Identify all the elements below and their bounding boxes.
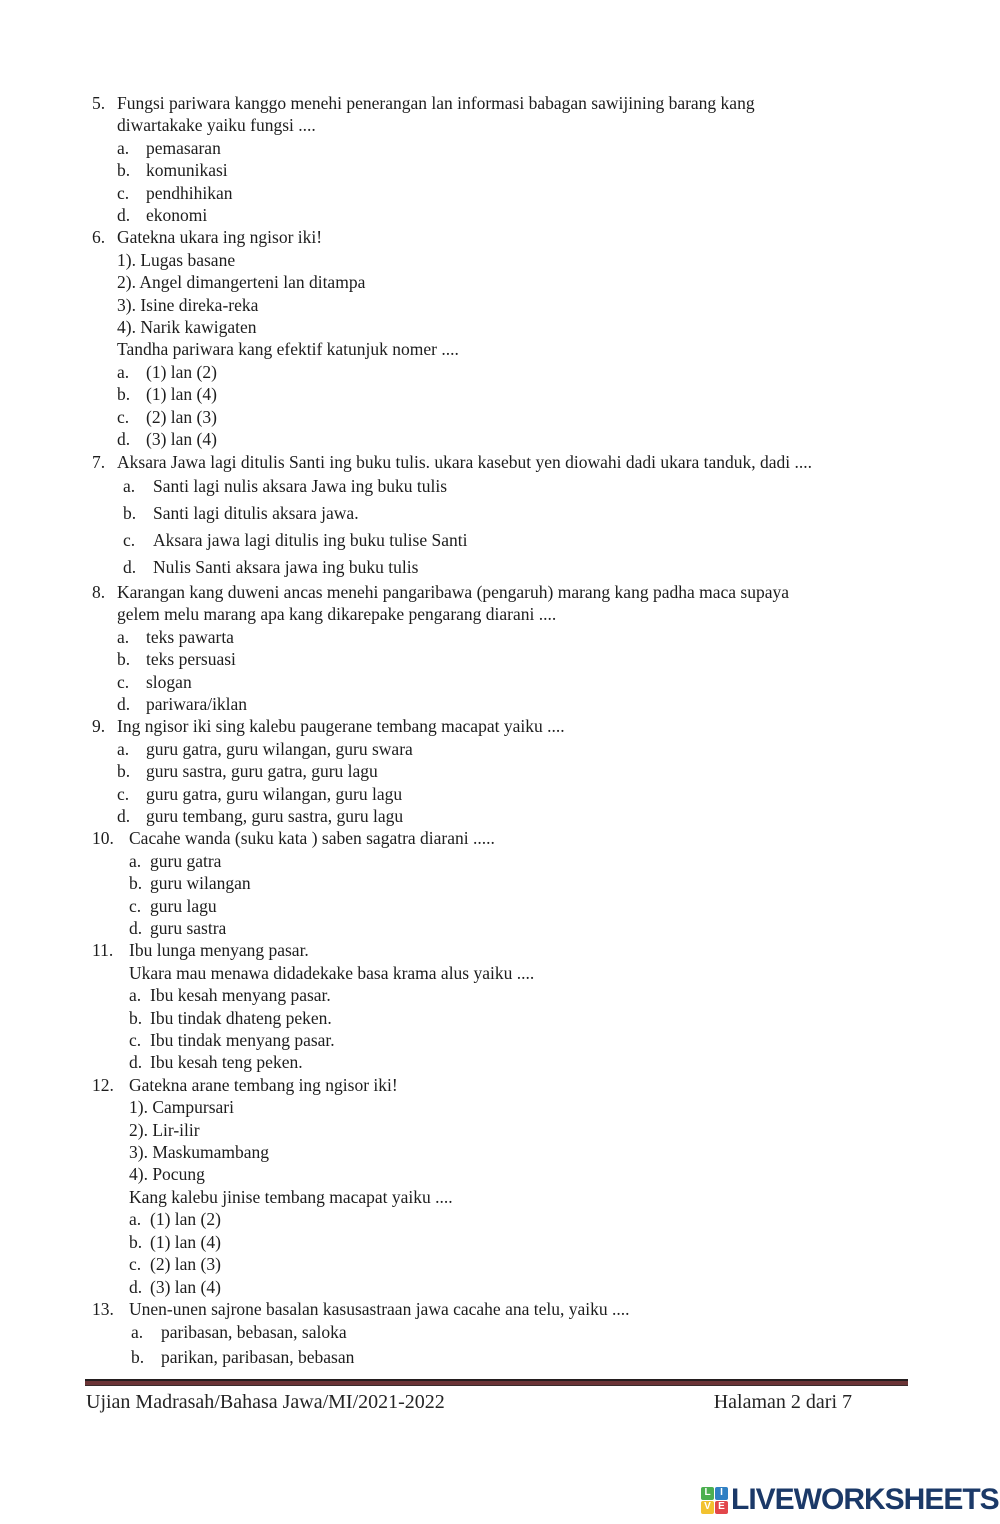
option-letter: a. xyxy=(117,738,130,759)
question-5 xyxy=(92,92,914,226)
option-text: guru gatra, guru wilangan, guru swara xyxy=(146,738,413,759)
option-letter: b. xyxy=(129,1231,143,1252)
question-number: 9. xyxy=(92,716,106,737)
question-10 xyxy=(92,827,914,939)
option-d[interactable] xyxy=(129,1051,914,1073)
option-text: (1) lan (4) xyxy=(146,384,217,405)
option-text: parikan, paribasan, bebasan xyxy=(161,1347,355,1368)
question-list-item: 2). Angel dimangerteni lan ditampa xyxy=(117,272,366,293)
option-c[interactable] xyxy=(117,671,914,693)
option-text: guru sastra xyxy=(150,918,227,938)
footer-page-number: Halaman 2 dari 7 xyxy=(713,1391,852,1413)
question-list-item: 3). Maskumambang xyxy=(129,1142,269,1163)
option-a[interactable] xyxy=(117,137,914,159)
question-number: 13. xyxy=(92,1298,114,1319)
option-a[interactable] xyxy=(123,473,914,500)
question-number: 12. xyxy=(92,1074,114,1095)
option-letter: c. xyxy=(129,1030,142,1051)
option-letter: d. xyxy=(117,205,131,226)
option-text: pariwara/iklan xyxy=(146,693,248,714)
option-letter: d. xyxy=(129,918,143,938)
option-text: teks persuasi xyxy=(146,649,236,670)
option-b[interactable] xyxy=(129,872,914,894)
option-letter: a. xyxy=(129,1209,142,1230)
option-text: guru gatra xyxy=(150,850,222,871)
page-footer xyxy=(86,1391,912,1417)
question-8 xyxy=(92,581,914,715)
option-letter: a. xyxy=(129,850,142,871)
question-text: gelem melu marang apa kang dikarepake pengarang diarani .... xyxy=(117,604,557,625)
option-text: (1) lan (2) xyxy=(150,1209,221,1230)
liveworksheets-logo[interactable] xyxy=(701,1485,999,1515)
option-text: guru lagu xyxy=(150,895,217,916)
option-text: Ibu kesah menyang pasar. xyxy=(150,985,331,1006)
question-body xyxy=(129,1298,914,1370)
option-a[interactable] xyxy=(117,738,914,760)
question-text: Gatekna arane tembang ing ngisor iki! xyxy=(129,1074,398,1095)
option-text: slogan xyxy=(146,671,192,692)
question-text: Ing ngisor iki sing kalebu paugerane tembang macapat yaiku .... xyxy=(117,716,565,737)
option-letter: b. xyxy=(117,160,131,181)
option-text: (2) lan (3) xyxy=(146,406,217,427)
option-text: guru sastra, guru gatra, guru lagu xyxy=(146,761,378,782)
question-11 xyxy=(92,939,914,1073)
option-a[interactable] xyxy=(131,1320,914,1345)
option-text: (1) lan (2) xyxy=(146,361,217,382)
option-letter: c. xyxy=(117,406,130,427)
option-b[interactable] xyxy=(129,1231,914,1253)
option-letter: a. xyxy=(129,985,142,1006)
option-text: (1) lan (4) xyxy=(150,1231,221,1252)
option-d[interactable] xyxy=(117,805,914,827)
question-list-item: 4). Narik kawigaten xyxy=(117,317,257,338)
option-text: Ibu tindak menyang pasar. xyxy=(150,1030,335,1051)
option-d[interactable] xyxy=(117,693,914,715)
question-text: Tandha pariwara kang efektif katunjuk nomer .... xyxy=(117,339,459,360)
option-letter: c. xyxy=(123,529,136,550)
option-letter: a. xyxy=(117,137,130,158)
question-number: 6. xyxy=(92,227,106,248)
option-b[interactable] xyxy=(131,1345,914,1370)
question-body xyxy=(117,581,914,715)
question-text: Gatekna ukara ing ngisor iki! xyxy=(117,227,323,248)
option-letter: c. xyxy=(117,783,130,804)
question-7 xyxy=(92,451,914,581)
option-letter: d. xyxy=(123,556,137,577)
option-letter: b. xyxy=(123,502,137,523)
option-letter: c. xyxy=(117,182,130,203)
question-list-item: 4). Pocung xyxy=(129,1164,205,1185)
option-b[interactable] xyxy=(117,648,914,670)
option-text: (3) lan (4) xyxy=(146,429,217,450)
logo-tile-i: I xyxy=(715,1487,728,1500)
option-text: guru tembang, guru sastra, guru lagu xyxy=(146,805,404,826)
option-a[interactable] xyxy=(129,850,914,872)
option-b[interactable] xyxy=(117,383,914,405)
option-text: (2) lan (3) xyxy=(150,1254,221,1275)
logo-tile-e: E xyxy=(715,1501,728,1514)
question-body xyxy=(129,1074,914,1298)
option-b[interactable] xyxy=(129,1007,914,1029)
option-text: pendhihikan xyxy=(146,182,233,203)
option-d[interactable] xyxy=(123,554,914,581)
option-letter: d. xyxy=(117,429,131,450)
question-body xyxy=(117,92,914,226)
option-text: Santi lagi ditulis aksara jawa. xyxy=(153,502,359,523)
question-body xyxy=(129,939,914,1073)
option-c[interactable] xyxy=(123,527,914,554)
question-text: Aksara Jawa lagi ditulis Santi ing buku tulis. ukara kasebut yen diowahi dadi ukara tanduk, dadi .... xyxy=(117,451,812,472)
option-a[interactable] xyxy=(129,1208,914,1230)
option-letter: d. xyxy=(129,1052,143,1073)
footer-exam-info: Ujian Madrasah/Bahasa Jawa/MI/2021-2022 xyxy=(86,1391,445,1413)
option-a[interactable] xyxy=(117,626,914,648)
questions-list xyxy=(92,92,914,1370)
option-letter: b. xyxy=(117,761,131,782)
option-text: Nulis Santi aksara jawa ing buku tulis xyxy=(153,556,419,577)
option-text: paribasan, bebasan, saloka xyxy=(161,1322,347,1343)
option-c[interactable] xyxy=(117,182,914,204)
option-text: Ibu kesah teng peken. xyxy=(150,1052,303,1073)
question-list-item: 3). Isine direka-reka xyxy=(117,294,259,315)
option-c[interactable] xyxy=(117,406,914,428)
option-letter: a. xyxy=(123,475,136,496)
option-letter: b. xyxy=(131,1347,145,1368)
question-text: Ukara mau menawa didadekake basa krama alus yaiku .... xyxy=(129,962,535,983)
question-12 xyxy=(92,1074,914,1298)
option-b[interactable] xyxy=(123,500,914,527)
option-text: guru gatra, guru wilangan, guru lagu xyxy=(146,783,403,804)
question-body xyxy=(117,226,914,450)
question-list-item: 1). Campursari xyxy=(129,1097,234,1118)
option-a[interactable] xyxy=(129,984,914,1006)
option-text: Santi lagi nulis aksara Jawa ing buku tulis xyxy=(153,475,448,496)
option-d[interactable] xyxy=(129,1276,914,1298)
logo-tile-l: L xyxy=(701,1487,714,1500)
option-letter: b. xyxy=(129,873,143,894)
option-letter: d. xyxy=(117,693,131,714)
question-text: Kang kalebu jinise tembang macapat yaiku .... xyxy=(129,1186,453,1207)
option-text: Aksara jawa lagi ditulis ing buku tulise Santi xyxy=(153,529,468,550)
question-text: Karangan kang duweni ancas menehi pangaribawa (pengaruh) marang kang padha maca supaya xyxy=(117,581,789,602)
question-list-item: 2). Lir-ilir xyxy=(129,1119,200,1140)
question-number: 8. xyxy=(92,581,106,602)
question-number: 11. xyxy=(92,940,114,961)
option-d[interactable] xyxy=(129,917,914,939)
question-text: Unen-unen sajrone basalan kasusastraan jawa cacahe ana telu, yaiku .... xyxy=(129,1298,630,1319)
liveworksheets-wordmark: LIVEWORKSHEETS xyxy=(731,1483,999,1516)
option-letter: a. xyxy=(117,361,130,382)
option-letter: a. xyxy=(131,1322,144,1343)
option-letter: b. xyxy=(117,649,131,670)
option-c[interactable] xyxy=(129,895,914,917)
option-text: (3) lan (4) xyxy=(150,1276,221,1297)
liveworksheets-tiles-icon xyxy=(701,1487,728,1514)
question-list-item: 1). Lugas basane xyxy=(117,249,236,270)
question-body xyxy=(129,827,914,939)
option-b[interactable] xyxy=(117,760,914,782)
question-text: diwartakake yaiku fungsi .... xyxy=(117,115,316,136)
question-text: Fungsi pariwara kanggo menehi penerangan lan informasi babagan sawijining barang kang xyxy=(117,93,755,113)
option-letter: b. xyxy=(129,1007,143,1028)
logo-tile-v: V xyxy=(701,1501,714,1514)
option-c[interactable] xyxy=(129,1253,914,1275)
question-body xyxy=(117,715,914,827)
option-letter: d. xyxy=(129,1276,143,1297)
option-b[interactable] xyxy=(117,159,914,181)
question-6 xyxy=(92,226,914,450)
option-letter: d. xyxy=(117,805,131,826)
question-13 xyxy=(92,1298,914,1370)
option-text: pemasaran xyxy=(146,137,221,158)
option-letter: b. xyxy=(117,384,131,405)
question-number: 10. xyxy=(92,828,114,849)
option-text: Ibu tindak dhateng peken. xyxy=(150,1007,332,1028)
option-text: ekonomi xyxy=(146,205,208,226)
option-letter: c. xyxy=(129,1254,142,1275)
question-number: 7. xyxy=(92,451,106,472)
option-c[interactable] xyxy=(117,783,914,805)
question-body xyxy=(117,451,914,581)
footer-divider xyxy=(85,1379,908,1386)
option-letter: c. xyxy=(117,671,130,692)
option-letter: c. xyxy=(129,895,142,916)
option-a[interactable] xyxy=(117,361,914,383)
question-text: Ibu lunga menyang pasar. xyxy=(129,940,309,961)
question-text: Cacahe wanda (suku kata ) saben sagatra diarani ..... xyxy=(129,828,495,849)
option-letter: a. xyxy=(117,626,130,647)
option-d[interactable] xyxy=(117,428,914,450)
option-text: guru wilangan xyxy=(150,873,251,894)
question-number: 5. xyxy=(92,93,106,113)
option-text: komunikasi xyxy=(146,160,228,181)
option-d[interactable] xyxy=(117,204,914,226)
option-c[interactable] xyxy=(129,1029,914,1051)
question-9 xyxy=(92,715,914,827)
option-text: teks pawarta xyxy=(146,626,234,647)
